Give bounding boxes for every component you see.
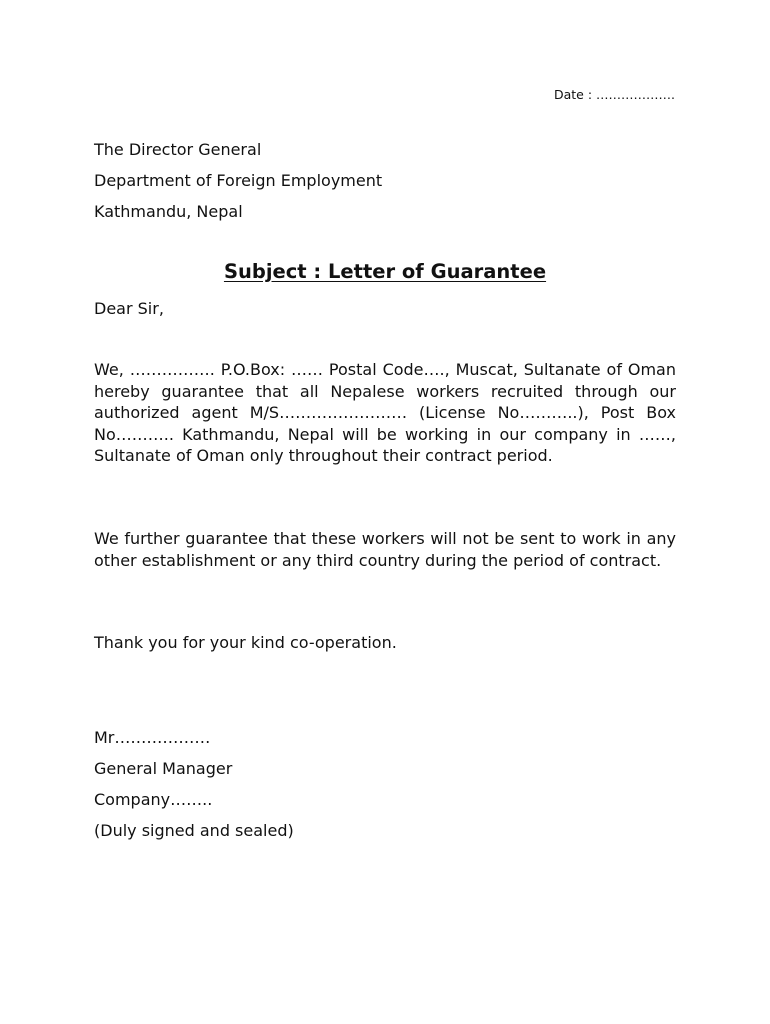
recipient-location: Kathmandu, Nepal [94, 202, 243, 221]
signatory-name: Mr……………… [94, 728, 211, 747]
signatory-company: Company…….. [94, 790, 213, 809]
recipient-title: The Director General [94, 140, 262, 159]
signature-note: (Duly signed and sealed) [94, 821, 294, 840]
signatory-title: General Manager [94, 759, 233, 778]
salutation: Dear Sir, [94, 299, 164, 318]
further-guarantee-paragraph: We further guarantee that these workers will not be sent to work in any other establishment or any third country during the period of contract. [94, 529, 676, 570]
recipient-department: Department of Foreign Employment [94, 171, 383, 190]
guarantee-paragraph: We, ……………. P.O.Box: …… Postal Code…., Muscat, Sultanate of Oman hereby guarantee that all Nepalese workers recruited through our authorized agent M/S…………………… (License No………..), Post Box No……….. Kathmandu, Nepal will be working in our company in ……, Sultanate of Oman only throughout their contract period. [94, 360, 676, 465]
date-line: Date : ………………. [553, 87, 675, 102]
subject-heading: Subject : Letter of Guarantee [223, 260, 547, 283]
closing-thanks: Thank you for your kind co-operation. [94, 633, 397, 652]
